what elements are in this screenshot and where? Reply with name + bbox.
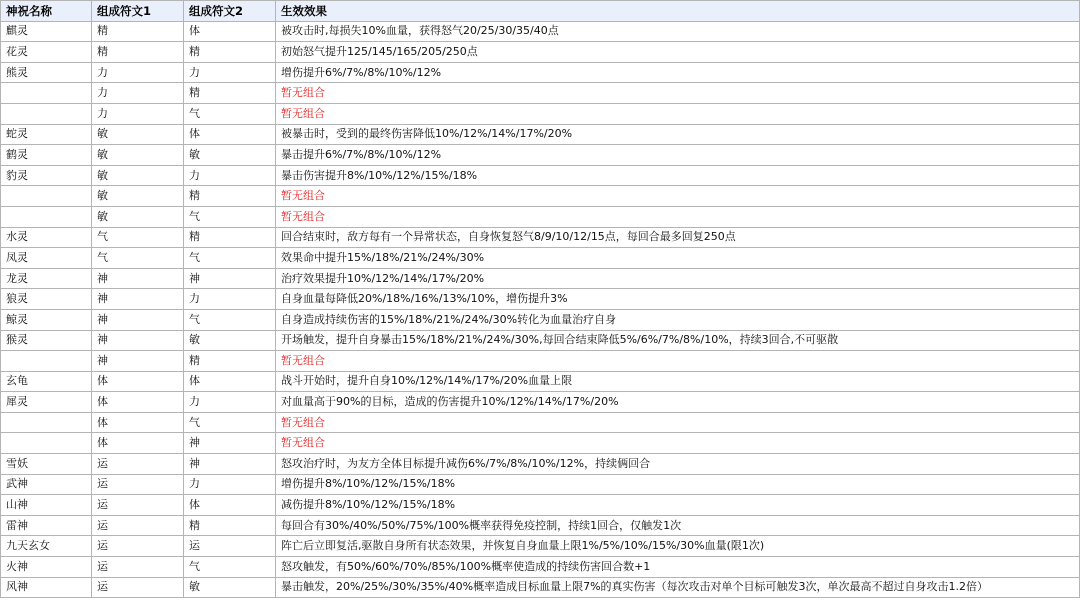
rune2-cell: 敏: [184, 577, 276, 598]
name-cell: 玄龟: [1, 371, 92, 392]
rune2-cell: 气: [184, 557, 276, 578]
effect-cell: 自身血量每降低20%/18%/16%/13%/10%，增伤提升3%: [276, 289, 1080, 310]
name-cell: 龙灵: [1, 268, 92, 289]
effect-cell: 被攻击时,每损失10%血量，获得怒气20/25/30/35/40点: [276, 21, 1080, 42]
name-cell: 火神: [1, 557, 92, 578]
rune1-cell: 体: [92, 412, 184, 433]
name-cell: 熊灵: [1, 62, 92, 83]
table-row: [1, 268, 1080, 289]
table-row: [1, 227, 1080, 248]
effect-cell: 自身造成持续伤害的15%/18%/21%/24%/30%转化为血量治疗自身: [276, 309, 1080, 330]
name-cell: 雪妖: [1, 454, 92, 475]
table-row: [1, 412, 1080, 433]
header-rune2: 组成符文2: [184, 1, 276, 22]
rune1-cell: 敏: [92, 165, 184, 186]
effect-cell: 暂无组合: [276, 206, 1080, 227]
effect-cell: 暂无组合: [276, 412, 1080, 433]
name-cell: [1, 186, 92, 207]
name-cell: [1, 103, 92, 124]
name-cell: 凤灵: [1, 248, 92, 269]
effect-cell: 对血量高于90%的目标，造成的伤害提升10%/12%/14%/17%/20%: [276, 392, 1080, 413]
name-cell: 水灵: [1, 227, 92, 248]
rune1-cell: 神: [92, 330, 184, 351]
rune1-cell: 力: [92, 83, 184, 104]
rune2-cell: 气: [184, 309, 276, 330]
rune2-cell: 神: [184, 433, 276, 454]
header-row: [1, 1, 1080, 22]
name-cell: [1, 83, 92, 104]
name-cell: 犀灵: [1, 392, 92, 413]
effect-cell: 怒攻治疗时，为友方全体目标提升减伤6%/7%/8%/10%/12%，持续俩回合: [276, 454, 1080, 475]
table-row: [1, 309, 1080, 330]
rune2-cell: 敏: [184, 145, 276, 166]
rune2-cell: 力: [184, 289, 276, 310]
effect-cell: 暴击触发，20%/25%/30%/35%/40%概率造成目标血量上限7%的真实伤害（每次攻击对单个目标可触发3次，单次最高不超过自身攻击1.2倍）: [276, 577, 1080, 598]
rune1-cell: 运: [92, 454, 184, 475]
rune2-cell: 敏: [184, 330, 276, 351]
table-row: [1, 165, 1080, 186]
rune2-cell: 精: [184, 227, 276, 248]
name-cell: 鲸灵: [1, 309, 92, 330]
effect-cell: 阵亡后立即复活,驱散自身所有状态效果，并恢复自身血量上限1%/5%/10%/15%/30%血量(限1次): [276, 536, 1080, 557]
rune2-cell: 力: [184, 392, 276, 413]
table-row: [1, 21, 1080, 42]
table-row: [1, 330, 1080, 351]
effect-cell: 每回合有30%/40%/50%/75%/100%概率获得免疫控制，持续1回合，仅触发1次: [276, 515, 1080, 536]
effect-cell: 效果命中提升15%/18%/21%/24%/30%: [276, 248, 1080, 269]
rune1-cell: 精: [92, 42, 184, 63]
rune2-cell: 气: [184, 248, 276, 269]
rune2-cell: 精: [184, 515, 276, 536]
table-row: [1, 433, 1080, 454]
rune2-cell: 神: [184, 454, 276, 475]
rune1-cell: 运: [92, 557, 184, 578]
name-cell: 九天玄女: [1, 536, 92, 557]
table-row: [1, 474, 1080, 495]
table-row: [1, 145, 1080, 166]
rune1-cell: 运: [92, 495, 184, 516]
rune2-cell: 力: [184, 165, 276, 186]
rune2-cell: 精: [184, 83, 276, 104]
name-cell: 雷神: [1, 515, 92, 536]
table-row: [1, 124, 1080, 145]
rune1-cell: 体: [92, 433, 184, 454]
effect-cell: 暂无组合: [276, 83, 1080, 104]
table-row: [1, 454, 1080, 475]
name-cell: [1, 351, 92, 372]
table-row: [1, 248, 1080, 269]
name-cell: [1, 433, 92, 454]
name-cell: [1, 206, 92, 227]
table-row: [1, 289, 1080, 310]
table-row: [1, 536, 1080, 557]
effect-cell: 开场触发，提升自身暴击15%/18%/21%/24%/30%,每回合结束降低5%/6%/7%/8%/10%，持续3回合,不可驱散: [276, 330, 1080, 351]
rune2-cell: 力: [184, 474, 276, 495]
rune1-cell: 敏: [92, 206, 184, 227]
table-row: [1, 515, 1080, 536]
rune1-cell: 神: [92, 351, 184, 372]
table-row: [1, 577, 1080, 598]
effect-cell: 初始怒气提升125/145/165/205/250点: [276, 42, 1080, 63]
rune2-cell: 精: [184, 351, 276, 372]
name-cell: 山神: [1, 495, 92, 516]
rune1-cell: 精: [92, 21, 184, 42]
name-cell: 蛇灵: [1, 124, 92, 145]
effect-cell: 暴击伤害提升8%/10%/12%/15%/18%: [276, 165, 1080, 186]
rune2-cell: 气: [184, 412, 276, 433]
rune1-cell: 运: [92, 474, 184, 495]
rune1-cell: 气: [92, 248, 184, 269]
rune1-cell: 神: [92, 268, 184, 289]
rune1-cell: 神: [92, 309, 184, 330]
table-row: [1, 351, 1080, 372]
rune1-cell: 运: [92, 577, 184, 598]
rune1-cell: 力: [92, 62, 184, 83]
table-row: [1, 62, 1080, 83]
effect-cell: 怒攻触发，有50%/60%/70%/85%/100%概率使造成的持续伤害回合数+1: [276, 557, 1080, 578]
header-effect: 生效效果: [276, 1, 1080, 22]
name-cell: 猴灵: [1, 330, 92, 351]
rune2-cell: 精: [184, 186, 276, 207]
effect-cell: 暂无组合: [276, 433, 1080, 454]
rune2-cell: 精: [184, 42, 276, 63]
effect-cell: 暂无组合: [276, 351, 1080, 372]
rune1-cell: 敏: [92, 186, 184, 207]
rune2-cell: 体: [184, 371, 276, 392]
effect-cell: 增伤提升8%/10%/12%/15%/18%: [276, 474, 1080, 495]
table-row: [1, 83, 1080, 104]
table-row: [1, 186, 1080, 207]
table-row: [1, 206, 1080, 227]
table-row: [1, 495, 1080, 516]
effect-cell: 治疗效果提升10%/12%/14%/17%/20%: [276, 268, 1080, 289]
rune1-cell: 敏: [92, 145, 184, 166]
name-cell: 风神: [1, 577, 92, 598]
name-cell: 狼灵: [1, 289, 92, 310]
rune2-cell: 体: [184, 21, 276, 42]
effect-cell: 减伤提升8%/10%/12%/15%/18%: [276, 495, 1080, 516]
rune1-cell: 气: [92, 227, 184, 248]
table-row: [1, 557, 1080, 578]
name-cell: 武神: [1, 474, 92, 495]
effect-cell: 增伤提升6%/7%/8%/10%/12%: [276, 62, 1080, 83]
header-rune1: 组成符文1: [92, 1, 184, 22]
rune2-cell: 气: [184, 103, 276, 124]
rune1-cell: 神: [92, 289, 184, 310]
name-cell: 花灵: [1, 42, 92, 63]
rune2-cell: 体: [184, 495, 276, 516]
rune1-cell: 体: [92, 371, 184, 392]
rune1-cell: 体: [92, 392, 184, 413]
effect-cell: 暂无组合: [276, 186, 1080, 207]
rune2-cell: 神: [184, 268, 276, 289]
rune2-cell: 气: [184, 206, 276, 227]
rune1-cell: 运: [92, 515, 184, 536]
name-cell: 鹤灵: [1, 145, 92, 166]
name-cell: [1, 412, 92, 433]
effect-cell: 暂无组合: [276, 103, 1080, 124]
table-row: [1, 392, 1080, 413]
rune1-cell: 运: [92, 536, 184, 557]
table-row: [1, 371, 1080, 392]
rune1-cell: 敏: [92, 124, 184, 145]
name-cell: 麒灵: [1, 21, 92, 42]
effect-cell: 暴击提升6%/7%/8%/10%/12%: [276, 145, 1080, 166]
name-cell: 豹灵: [1, 165, 92, 186]
rune2-cell: 体: [184, 124, 276, 145]
rune2-cell: 力: [184, 62, 276, 83]
table-row: [1, 103, 1080, 124]
rune1-cell: 力: [92, 103, 184, 124]
rune2-cell: 运: [184, 536, 276, 557]
table-row: [1, 42, 1080, 63]
effect-cell: 战斗开始时，提升自身10%/12%/14%/17%/20%血量上限: [276, 371, 1080, 392]
effect-cell: 回合结束时，敌方每有一个异常状态，自身恢复怒气8/9/10/12/15点，每回合最多回复250点: [276, 227, 1080, 248]
effect-cell: 被暴击时，受到的最终伤害降低10%/12%/14%/17%/20%: [276, 124, 1080, 145]
header-name: 神祝名称: [1, 1, 92, 22]
